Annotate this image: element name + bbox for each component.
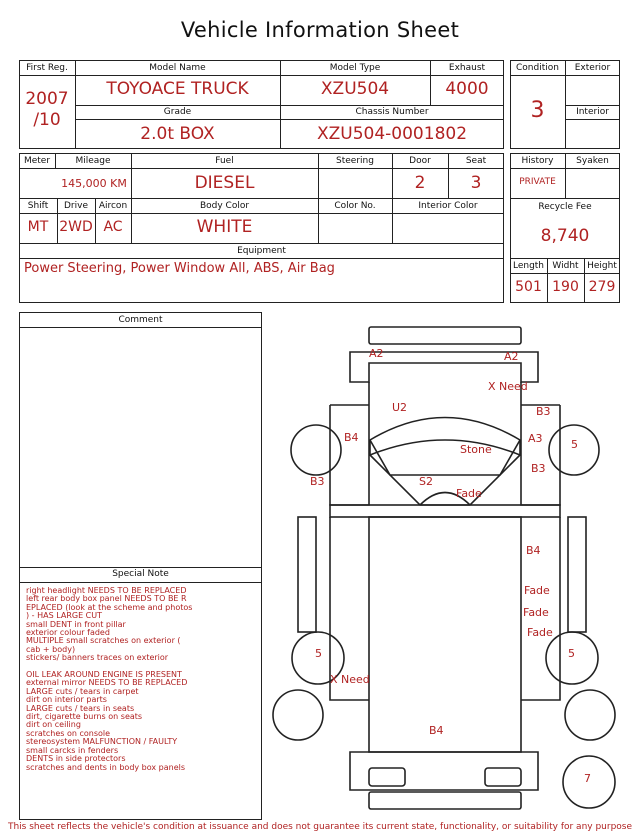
special-note-line: stereosystem MALFUNCTION / FAULTY (26, 737, 178, 747)
length-label: Length (512, 261, 545, 271)
chassis-number-value: XZU504-0001802 (316, 124, 468, 144)
special-note-line: small carcks in fenders (26, 745, 119, 755)
mark-fade-1: Fade (524, 584, 550, 597)
equipment-value: Power Steering, Power Window All, ABS, Air Bag (24, 261, 335, 276)
aircon-label: Aircon (98, 201, 128, 211)
length-value: 501 (515, 279, 542, 295)
model-type-value: XZU504 (320, 79, 390, 99)
special-note-line: scratches on console (26, 728, 111, 738)
tire-mid-right-score: 5 (568, 647, 575, 660)
left-side-panel (298, 517, 316, 632)
mark-stone: Stone (460, 443, 492, 456)
box-front-rail (330, 505, 560, 517)
cab-roof (370, 455, 520, 505)
fuel-label: Fuel (215, 156, 234, 166)
rear-bumper (369, 792, 521, 809)
interior-label: Interior (576, 107, 609, 117)
shift-value: MT (27, 219, 49, 235)
special-note-line: dirt on ceiling (26, 720, 81, 730)
mark-b3-left: B3 (310, 475, 325, 488)
recycle-fee-label: Recycle Fee (538, 202, 592, 212)
special-note-line: EPLACED (look at the scheme and photos (26, 602, 193, 612)
mileage-label: Mileage (75, 156, 111, 166)
mark-fade-2: Fade (523, 606, 549, 619)
right-side-panel (568, 517, 586, 632)
drive-value: 2WD (59, 219, 93, 235)
mark-b3-right: B3 (531, 462, 546, 475)
door-label: Door (409, 156, 431, 166)
door-value: 2 (414, 173, 426, 193)
mark-a2-right: A2 (504, 350, 519, 363)
special-note-line: LARGE cuts / tears in seats (26, 703, 135, 713)
mark-fade-3: Fade (527, 626, 553, 639)
tire-rear-left (273, 690, 323, 740)
first-reg-month: /10 (33, 110, 61, 130)
rear-light-left (369, 768, 405, 786)
mileage-value: 145,000 KM (61, 177, 127, 190)
tire-front-right-score: 5 (571, 438, 578, 451)
model-name-label: Model Name (149, 63, 206, 73)
body-box (369, 517, 521, 752)
height-label: Height (587, 261, 617, 271)
special-note-line: cab + body) (26, 644, 76, 654)
first-reg-label: First Reg. (26, 63, 68, 73)
rear-panel (350, 752, 538, 790)
mark-a2-left: A2 (369, 347, 384, 360)
model-name-value: TOYOACE TRUCK (106, 79, 249, 99)
special-note-line: ) - HAS LARGE CUT (26, 611, 102, 621)
rear-light-right (485, 768, 521, 786)
special-note-line: external mirror NEEDS TO BE REPLACED (26, 678, 188, 688)
special-note-label: Special Note (112, 569, 169, 579)
front-bumper (369, 327, 521, 344)
syaken-label: Syaken (576, 156, 609, 166)
width-label: Widht (552, 261, 579, 271)
mark-a3: A3 (528, 432, 543, 445)
aircon-value: AC (103, 219, 123, 235)
condition-grade: 3 (530, 98, 545, 123)
special-note-line: scratches and dents in body box panels (26, 762, 186, 772)
tire-mid-left-score: 5 (315, 647, 322, 660)
mark-b3-right-top: B3 (536, 405, 551, 418)
exhaust-value: 4000 (445, 79, 489, 99)
mark-x-need-left: X Need (330, 673, 370, 686)
condition-label: Condition (516, 63, 559, 73)
body-color-label: Body Color (199, 201, 250, 211)
meter-label: Meter (23, 156, 51, 166)
interior-color-label: Interior Color (418, 201, 478, 211)
exterior-label: Exterior (574, 63, 611, 73)
equipment-label: Equipment (237, 246, 286, 256)
first-reg-year: 2007 (25, 89, 69, 109)
body-color-value: WHITE (196, 217, 253, 237)
grade-value: 2.0t BOX (140, 124, 215, 144)
special-note-line: stickers/ banners traces on exterior (26, 653, 169, 663)
special-note-line: dirt on interior parts (26, 695, 107, 705)
drive-label: Drive (64, 201, 88, 211)
exhaust-label: Exhaust (448, 63, 486, 73)
fuel-value: DIESEL (194, 173, 255, 193)
special-note-line: OIL LEAK AROUND ENGINE IS PRESENT (26, 670, 182, 680)
width-value: 190 (552, 279, 579, 295)
history-value: PRIVATE (519, 177, 556, 187)
tire-rear-right (565, 690, 615, 740)
windshield (370, 418, 520, 456)
comment-label: Comment (118, 315, 163, 325)
special-note-line: DENTS in side protectors (26, 754, 126, 764)
mark-s2: S2 (419, 475, 433, 488)
tire-front-left (291, 425, 341, 475)
color-no-label: Color No. (334, 201, 376, 211)
mark-u2: U2 (392, 401, 408, 414)
special-note-line: left rear body box panel NEEDS TO BE R (26, 594, 187, 604)
mark-fade-cab: Fade (456, 487, 482, 500)
special-note-line: exterior colour faded (26, 628, 110, 638)
special-note-line: MULTIPLE small scratches on exterior ( (26, 636, 181, 646)
special-note-line: dirt, cigarette burns on seats (26, 712, 143, 722)
mark-b4-left: B4 (344, 431, 359, 444)
spare-tire-score: 7 (584, 772, 591, 785)
seat-label: Seat (465, 156, 487, 166)
special-note-line: LARGE cuts / tears in carpet (26, 686, 139, 696)
grade-label: Grade (163, 107, 192, 117)
special-note-line: right headlight NEEDS TO BE REPLACED (26, 586, 187, 595)
mark-x-need-top: X Need (488, 380, 528, 393)
model-type-label: Model Type (329, 63, 381, 73)
steering-label: Steering (336, 156, 374, 166)
disclaimer-footer: This sheet reflects the vehicle's condition at issuance and does not guarantee its current state, functionality, or suitability for any purpose (7, 822, 633, 832)
seat-value: 3 (470, 173, 482, 193)
history-label: History (521, 156, 554, 166)
mark-b4-right: B4 (526, 544, 541, 557)
recycle-fee-value: 8,740 (540, 226, 590, 246)
height-value: 279 (588, 279, 616, 295)
shift-label: Shift (27, 201, 49, 211)
chassis-number-label: Chassis Number (355, 107, 429, 117)
special-note-line: small DENT in front pillar (26, 619, 126, 629)
page-title: Vehicle Information Sheet (180, 18, 460, 42)
mark-b4-bottom: B4 (429, 724, 444, 737)
